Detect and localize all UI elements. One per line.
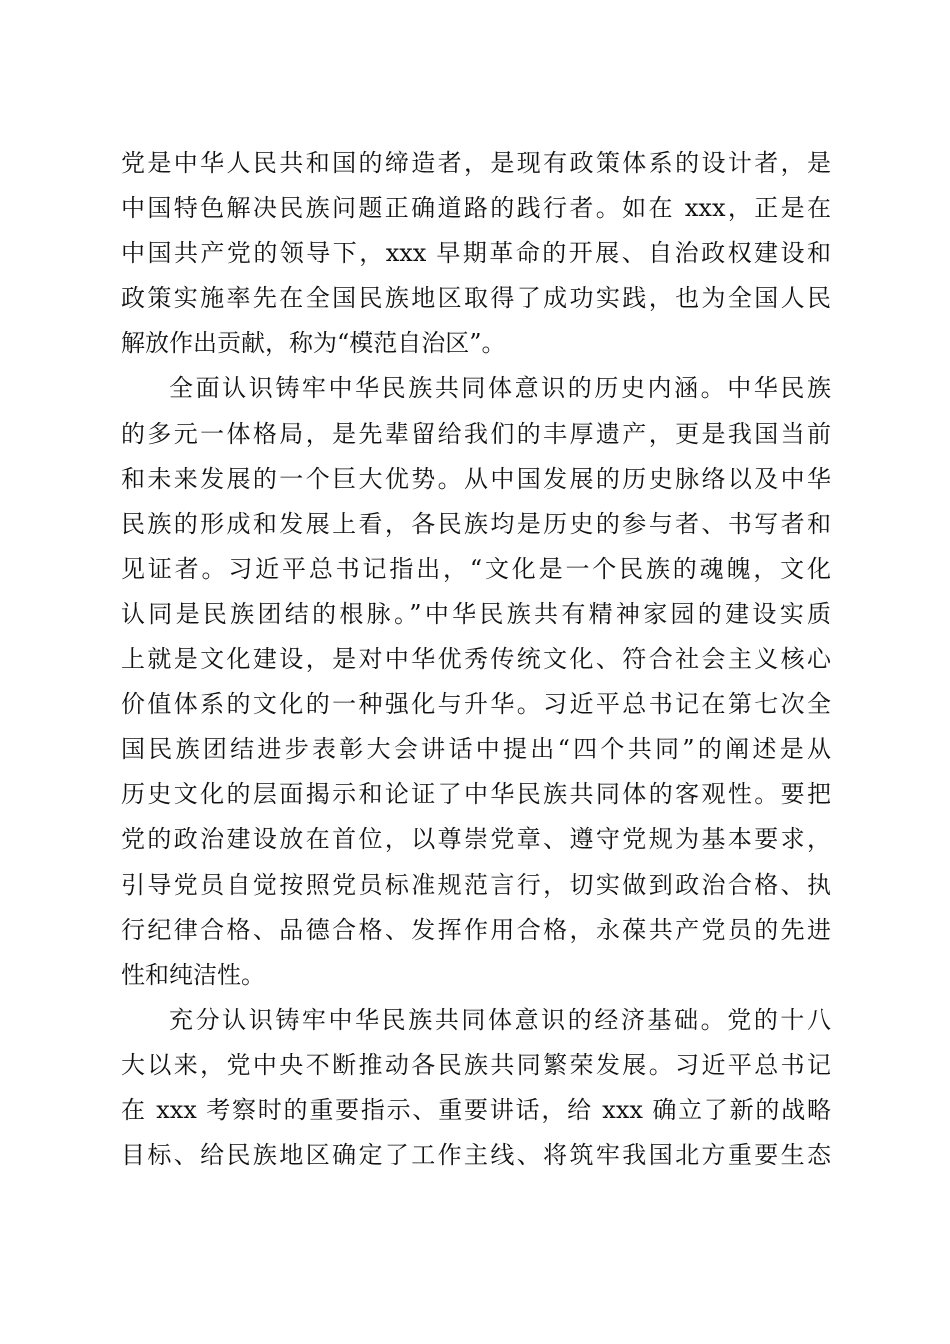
text-line: 的多元一体格局，是先辈留给我们的丰厚遗产，更是我国当前 <box>121 419 831 448</box>
text-line: 国民族团结进步表彰大会讲话中提出“四个共同”的阐述是从 <box>121 735 831 764</box>
text-line: 见证者。习近平总书记指出，“文化是一个民族的魂魄，文化 <box>121 554 831 583</box>
text-line: 中国特色解决民族问题正确道路的践行者。如在 xxx，正是在 <box>121 194 831 223</box>
text-line: 认同是民族团结的根脉。”中华民族共有精神家园的建设实质 <box>121 599 831 628</box>
text-line: 党的政治建设放在首位，以尊崇党章、遵守党规为基本要求， <box>121 825 831 854</box>
body-text <box>121 141 831 1178</box>
text-line: 党是中华人民共和国的缔造者，是现有政策体系的设计者，是 <box>121 149 831 177</box>
text-line: 价值体系的文化的一种强化与升华。习近平总书记在第七次全 <box>121 690 831 719</box>
text-line: 历史文化的层面揭示和论证了中华民族共同体的客观性。要把 <box>121 780 831 809</box>
text-line: 在 xxx 考察时的重要指示、重要讲话，给 xxx 确立了新的战略 <box>121 1095 831 1124</box>
text-line: 解放作出贡献，称为“模范自治区”。 <box>121 329 506 358</box>
paragraph-first-line: 全面认识铸牢中华民族共同体意识的历史内涵。中华民族 <box>169 374 831 403</box>
text-line: 上就是文化建设，是对中华优秀传统文化、符合社会主义核心 <box>121 645 831 674</box>
text-line: 中国共产党的领导下，xxx 早期革命的开展、自治政权建设和 <box>121 239 831 268</box>
text-line: 性和纯洁性。 <box>121 960 265 989</box>
text-line: 引导党员自觉按照党员标准规范言行，切实做到政治合格、执 <box>121 870 831 899</box>
text-line: 行纪律合格、品德合格、发挥作用合格，永葆共产党员的先进 <box>121 915 831 944</box>
text-line: 民族的形成和发展上看，各民族均是历史的参与者、书写者和 <box>121 509 831 538</box>
text-line: 和未来发展的一个巨大优势。从中国发展的历史脉络以及中华 <box>121 464 831 493</box>
text-line: 大以来，党中央不断推动各民族共同繁荣发展。习近平总书记 <box>121 1050 831 1079</box>
text-line: 政策实施率先在全国民族地区取得了成功实践，也为全国人民 <box>121 284 831 313</box>
text-line: 目标、给民族地区确定了工作主线、将筑牢我国北方重要生态 <box>121 1141 831 1170</box>
paragraph-first-line: 充分认识铸牢中华民族共同体意识的经济基础。党的十八 <box>169 1005 831 1034</box>
